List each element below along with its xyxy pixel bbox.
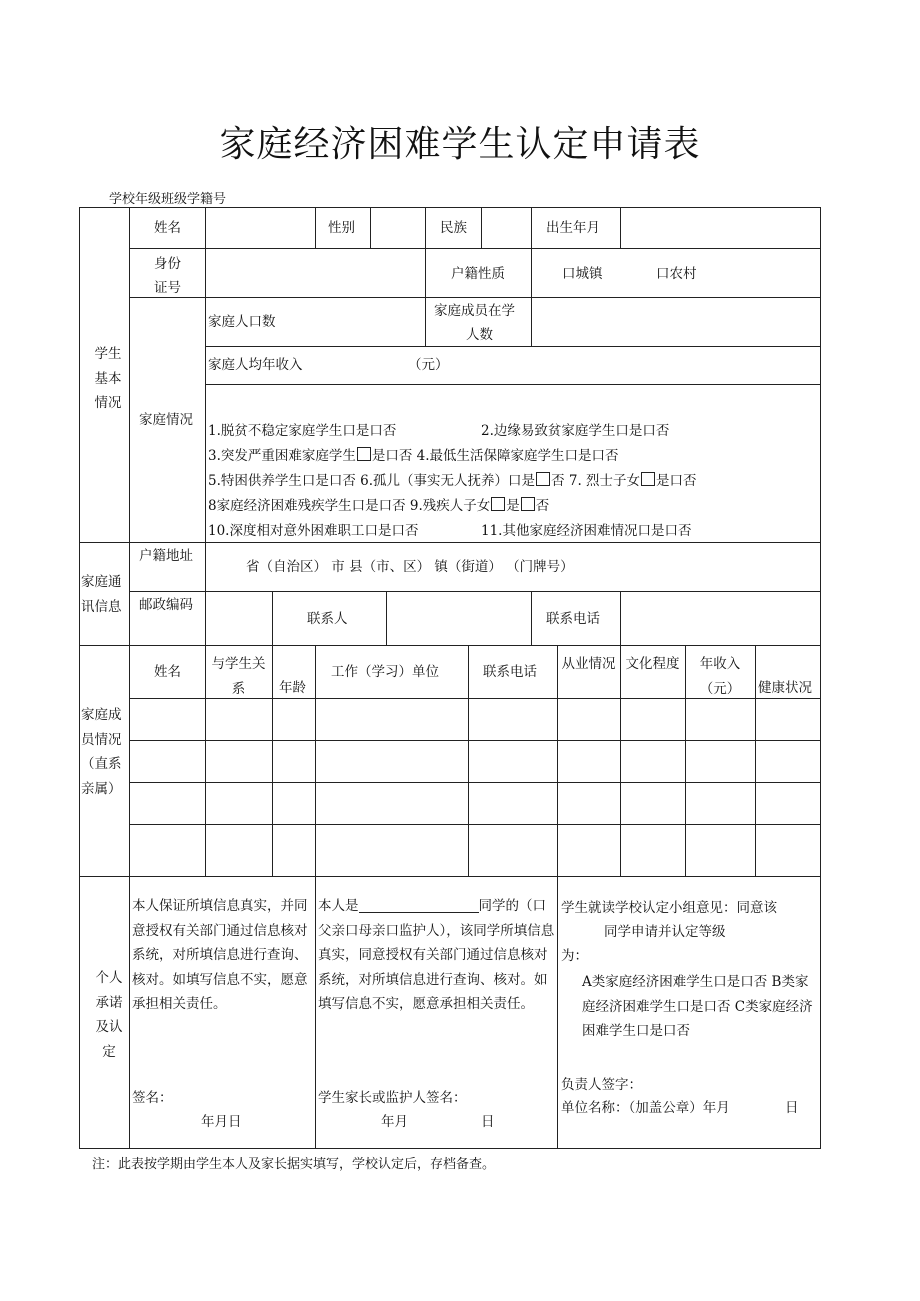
condition-1: 1.脱贫不稳定家庭学生口是口否 — [208, 423, 397, 439]
col-relation: 与学生关系 — [211, 656, 266, 697]
col-work-unit: 工作（学习）单位 — [331, 664, 439, 680]
contact-person-input[interactable] — [388, 593, 529, 644]
parent-sign-label: 学生家长或监护人签名： — [318, 1090, 467, 1106]
section-student-basic: 学生基本情况 — [94, 346, 122, 411]
col-occupation: 从业情况 — [561, 656, 616, 672]
school-levels: A类家庭经济困难学生口是口否 B类家庭经济困难学生口是口否 C类家庭经济困难学生口是口否 — [582, 974, 813, 1039]
section-family-members: 家庭成员情况（直系亲属） — [81, 707, 122, 797]
label-contact-phone: 联系电话 — [546, 611, 600, 627]
label-name: 姓名 — [154, 220, 181, 236]
label-hukou-type: 户籍性质 — [451, 266, 505, 282]
postcode-input[interactable] — [207, 593, 270, 644]
label-gender: 性别 — [328, 220, 355, 236]
table-row[interactable] — [130, 783, 820, 824]
condition-row-3: 5.特困供养学生口是口否 6.孤儿（事实无人抚养）口是 否 7. 烈士子女 是口否 — [208, 473, 697, 489]
col-health: 健康状况 — [758, 680, 812, 696]
col-name: 姓名 — [154, 664, 181, 680]
label-hukou-address: 户籍地址 — [139, 548, 193, 564]
footnote: 注：此表按学期由学生本人及家长据实填写，学校认定后，存档备查。 — [92, 1157, 496, 1172]
checkbox-icon[interactable] — [521, 497, 535, 511]
urban-option[interactable]: 口城镇 — [562, 266, 603, 282]
col-education: 文化程度 — [625, 656, 680, 672]
table-row[interactable] — [130, 741, 820, 782]
parent-commitment-text: 本人是 同学的（口父亲口母亲口监护人），该同学所填信息真实，同意授权有关部门通过信息核对系统，对所填信息进行查询、核对。如填写信息不实，愿意承担相关责任。 — [318, 898, 555, 1012]
unit-name-label: 单位名称：（加盖公章）年月 — [561, 1100, 730, 1116]
label-in-school-1: 家庭成员在学 — [434, 303, 515, 319]
label-family-situation: 家庭情况 — [139, 412, 193, 428]
rural-option[interactable]: 口农村 — [656, 266, 697, 282]
school-opinion-3: 为： — [561, 948, 588, 964]
student-name-blank[interactable] — [359, 898, 479, 913]
parent-date-ym: 年月 — [381, 1114, 408, 1130]
responsible-sign-label: 负责人签字： — [561, 1077, 642, 1093]
gender-input[interactable] — [372, 209, 423, 247]
label-in-school-2: 人数 — [466, 327, 493, 343]
label-birth: 出生年月 — [546, 220, 600, 236]
school-opinion-2: 同学申请并认定等级 — [604, 924, 726, 940]
label-contact-person: 联系人 — [307, 611, 348, 627]
label-ethnicity: 民族 — [440, 220, 467, 236]
birth-input[interactable] — [622, 209, 818, 247]
unit-date-day: 日 — [785, 1100, 799, 1116]
table-row[interactable] — [130, 699, 820, 740]
label-id-2: 证号 — [154, 280, 181, 296]
id-number-input[interactable] — [207, 250, 423, 296]
table-row[interactable] — [130, 825, 820, 876]
school-info-line: 学校年级班级学籍号 — [109, 192, 227, 207]
col-income: 年收入（元） — [699, 656, 741, 697]
label-per-capita-income: 家庭人均年收入 — [208, 357, 303, 373]
section-family-comm: 家庭通讯信息 — [81, 574, 122, 615]
address-parts[interactable]: 省（自治区） 市 县（市、区） 镇（街道） （门牌号） — [246, 559, 574, 575]
student-date: 年月日 — [201, 1114, 242, 1130]
page-title: 家庭经济困难学生认定申请表 — [219, 124, 701, 165]
student-sign-label: 签名： — [132, 1090, 173, 1106]
checkbox-icon[interactable] — [536, 472, 550, 486]
condition-11: 11.其他家庭经济困难情况口是口否 — [481, 523, 692, 539]
section-commitment: 个人承诺及认定 — [95, 970, 123, 1060]
parent-date-d: 日 — [481, 1114, 495, 1130]
condition-row-4: 8家庭经济困难残疾学生口是口否 9.残疾人子女 是 否 — [208, 498, 550, 514]
condition-2: 2.边缘易致贫家庭学生口是口否 — [481, 423, 670, 439]
household-size-input[interactable] — [290, 299, 423, 345]
contact-phone-input[interactable] — [622, 593, 818, 644]
col-phone: 联系电话 — [483, 664, 537, 680]
label-id-1: 身份 — [154, 256, 181, 272]
checkbox-icon[interactable] — [491, 497, 505, 511]
col-age: 年龄 — [279, 680, 306, 696]
label-yuan: （元） — [408, 357, 449, 373]
school-opinion-1: 学生就读学校认定小组意见：同意该 — [561, 900, 777, 916]
name-input[interactable] — [207, 209, 313, 247]
checkbox-icon[interactable] — [357, 447, 371, 461]
label-household-size: 家庭人口数 — [208, 314, 276, 330]
condition-row-2: 3.突发严重困难家庭学生 是口否 4.最低生活保障家庭学生口是口否 — [208, 448, 619, 464]
label-postcode: 邮政编码 — [139, 597, 193, 613]
checkbox-icon[interactable] — [641, 472, 655, 486]
student-commitment-text: 本人保证所填信息真实，并同意授权有关部门通过信息核对系统，对所填信息进行查询、核对。如填写信息不实，愿意承担相关责任。 — [132, 898, 308, 1012]
in-school-count-input[interactable] — [533, 299, 818, 345]
ethnicity-input[interactable] — [483, 209, 529, 247]
condition-10: 10.深度相对意外困难职工口是口否 — [208, 523, 419, 539]
